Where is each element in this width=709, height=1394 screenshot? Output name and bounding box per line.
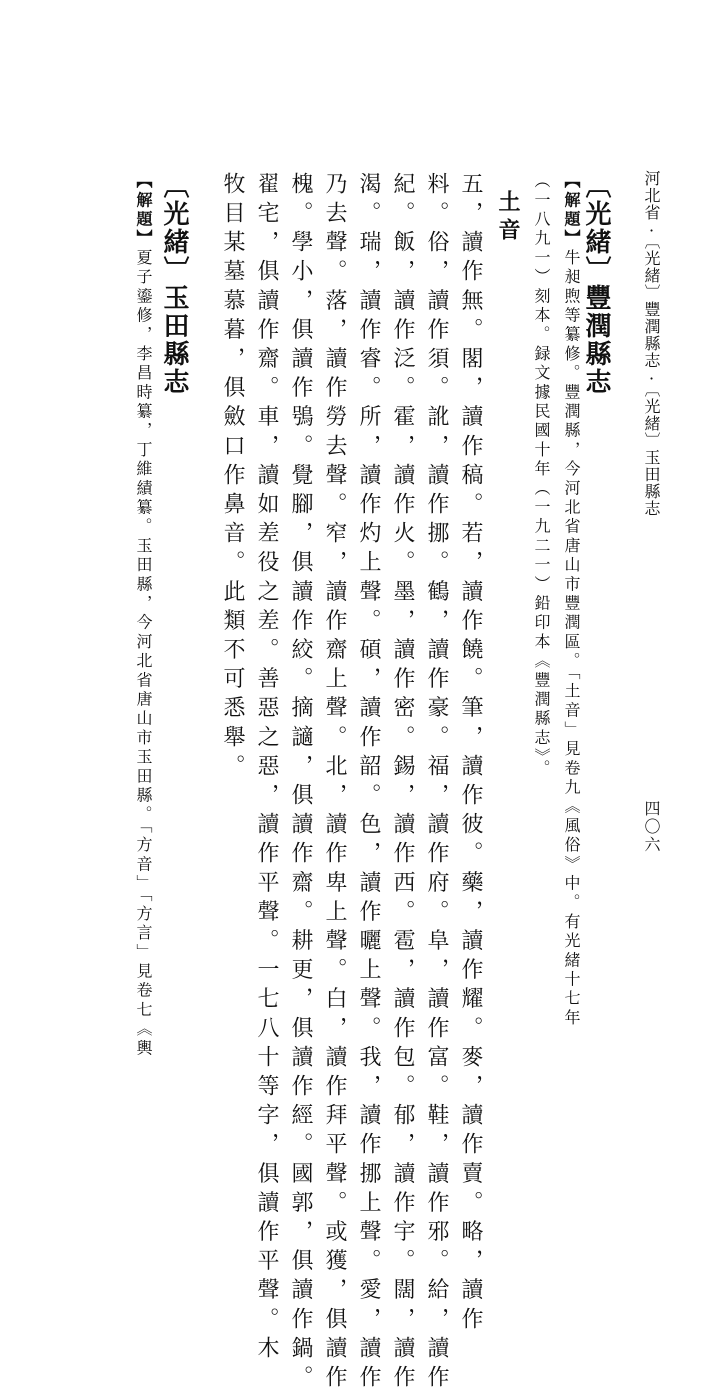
page-number: 四〇六 xyxy=(642,800,661,854)
jieti-label: 【解題】 xyxy=(134,172,153,249)
body-line: 乃去聲。落，讀作勞去聲。窄，讀作齋上聲。北，讀作卑上聲。白，讀作拜平聲。或獲，俱讀作 xyxy=(322,172,347,1394)
body-line: 五，讀作無。閣，讀作稿。若，讀作饒。筆，讀作彼。藥，讀作耀。麥，讀作賣。略，讀作 xyxy=(458,172,483,1336)
section-title-yutian: 〔光緒〕玉田縣志 xyxy=(159,172,189,396)
note-line-fengrun-2: （一八九一）刻本。録文據民國十年（一九二一）鉛印本《豐潤縣志》。 xyxy=(532,172,551,779)
running-title: 河北省·〔光緒〕豐潤縣志·〔光緒〕玉田縣志 xyxy=(642,170,661,517)
body-line: 牧目某墓慕暮，俱斂口作鼻音。此類不可悉舉。 xyxy=(220,172,245,784)
jieti-label: 【解題】 xyxy=(562,172,581,249)
note-line-fengrun-1: 【解題】牛昶煦等纂修。豐潤縣，今河北省唐山市豐潤區。「土音」見卷九《風俗》中。有光緒十七年 xyxy=(562,172,581,1029)
body-line: 料。俗，讀作須。訛，讀作挪。鶴，讀作豪。福，讀作府。阜，讀作富。鞋，讀作邪。給，讀作 xyxy=(424,172,449,1394)
body-line: 渴。瑞，讀作睿。所，讀作灼上聲。碩，讀作韶。色，讀作曬上聲。我，讀作挪上聲。愛，讀作 xyxy=(356,172,381,1394)
body-line: 槐。學小，俱讀作鴞。覺腳，俱讀作絞。摘讁，俱讀作齋。耕更，俱讀作經。國郭，俱讀作鍋。 xyxy=(288,172,313,1394)
subheading-tuyin: 土音 xyxy=(495,190,521,246)
body-line: 紀。飯，讀作泛。霍，讀作火。墨，讀作密。錫，讀作西。雹，讀作包。郁，讀作宇。闊，讀作 xyxy=(390,172,415,1394)
note-line-yutian-1: 【解題】夏子鎏修，李昌時纂，丁維績纂。玉田縣，今河北省唐山市玉田縣。「方音」「方言」見卷七《輿 xyxy=(134,172,153,1059)
section-title-fengrun: 〔光緒〕豐潤縣志 xyxy=(581,172,611,396)
body-line: 翟宅，俱讀作齋。車，讀如差役之差。善惡之惡，讀作平聲。一七八十等字，俱讀作平聲。木 xyxy=(254,172,279,1366)
